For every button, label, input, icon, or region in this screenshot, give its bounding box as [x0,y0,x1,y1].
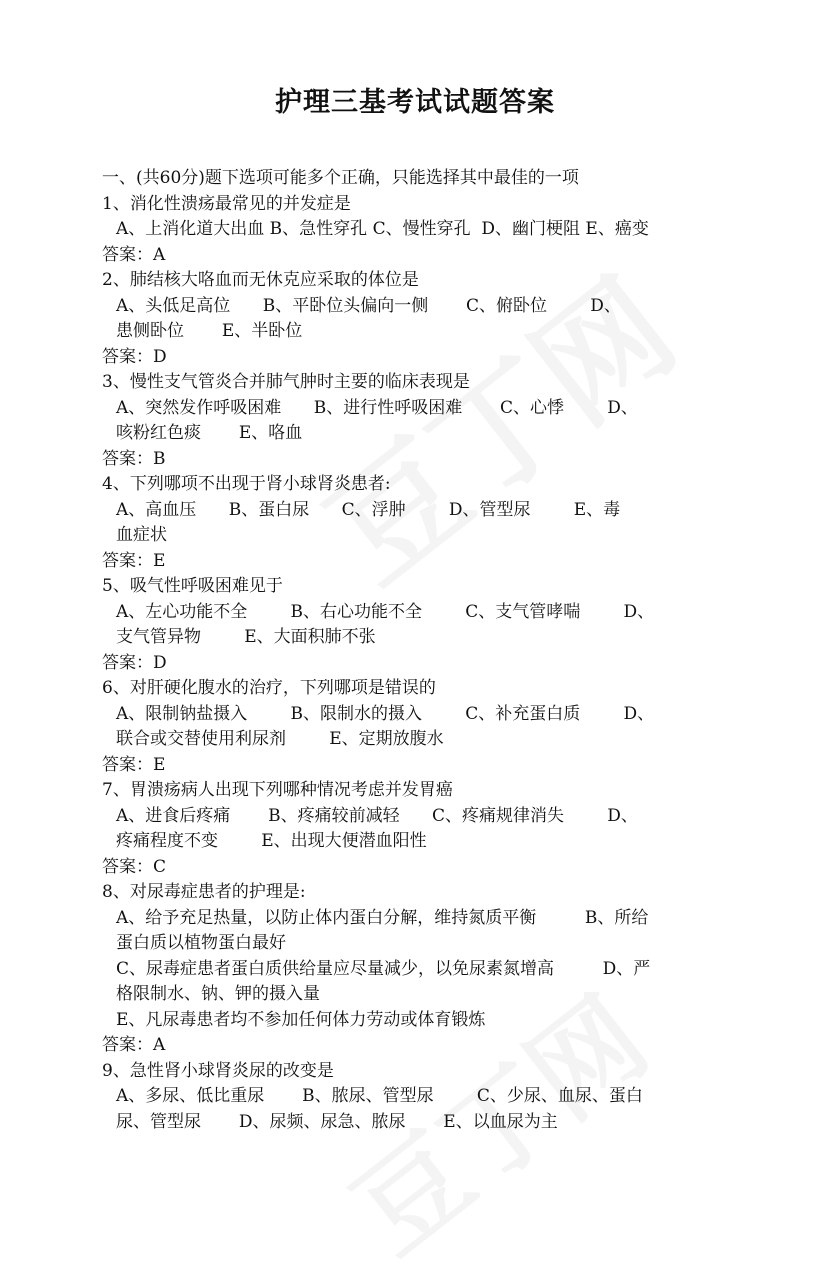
question-stem: 4、下列哪项不出现于肾小球肾炎患者: [102,474,391,494]
option-line: A、给予充足热量，以防止体内蛋白分解，维持氮质平衡 B、所给 [116,907,649,928]
option-line: A、左心功能不全 B、右心功能不全 C、支气管哮喘 D、 [116,601,655,622]
question-stem: 6、对肝硬化腹水的治疗，下列哪项是错误的 [102,678,436,698]
question-stem: 7、胃溃疡病人出现下列哪种情况考虑并发胃癌 [102,780,453,800]
answer-line: 答案：A [102,1035,166,1055]
answer-line: 答案：D [102,346,167,367]
question-stem: 9、急性肾小球肾炎尿的改变是 [102,1060,334,1081]
option-line: A、头低足高位 B、平卧位头偏向一侧 C、俯卧位 D、 [116,295,621,316]
answer-line: 答案：C [102,856,167,877]
question-stem: 2、肺结核大咯血而无休克应采取的体位是 [102,270,419,290]
question-list [102,192,742,1136]
option-line: 蛋白质以植物蛋白最好 [116,933,286,953]
option-line: A、多尿、低比重尿 B、脓尿、管型尿 C、少尿、血尿、蛋白 [116,1086,643,1106]
question-stem: 3、慢性支气管炎合并肺气肿时主要的临床表现是 [102,372,470,392]
option-line: A、进食后疼痛 B、疼痛较前减轻 C、疼痛规律消失 D、 [116,805,638,826]
option-line: 血症状 [116,525,167,545]
answer-line: 答案：B [102,448,166,469]
answer-line: 答案：A [102,244,166,265]
option-line: E、凡尿毒患者均不参加任何体力劳动或体育锻炼 [116,1009,486,1030]
option-line: 咳粉红色痰 E、咯血 [116,423,303,443]
option-line: 格限制水、钠、钾的摄入量 [116,984,320,1004]
answer-line: 答案：E [102,754,166,775]
option-line: A、突然发作呼吸困难 B、进行性呼吸困难 C、心悸 D、 [116,397,638,418]
section-heading: 一、(共60分)题下选项可能多个正确，只能选择其中最佳的一项 [102,168,579,188]
option-line: 支气管异物 E、大面积肺不张 [116,627,376,647]
answer-line: 答案：E [102,550,166,571]
option-line: 疼痛程度不变 E、出现大便潜血阳性 [116,831,427,851]
option-line: C、尿毒症患者蛋白质供给量应尽量减少，以免尿素氮增高 D、严 [116,958,651,979]
option-line: 患侧卧位 E、半卧位 [116,321,303,341]
answer-line: 答案：D [102,652,167,673]
option-line: A、上消化道大出血 B、急性穿孔 C、慢性穿孔 D、幽门梗阻 E、癌变 [116,219,649,239]
option-line: A、限制钠盐摄入 B、限制水的摄入 C、补充蛋白质 D、 [116,703,655,724]
page-title: 护理三基考试试题答案 [275,87,555,118]
question-stem: 8、对尿毒症患者的护理是: [102,882,306,902]
question-stem: 5、吸气性呼吸困难见于 [102,576,283,596]
option-line: 尿、管型尿 D、尿频、尿急、脓尿 E、以血尿为主 [116,1111,558,1132]
document-body [102,166,742,1135]
question-stem: 1、消化性溃疡最常见的并发症是 [102,193,351,214]
option-line: 联合或交替使用利尿剂 E、定期放腹水 [116,729,444,749]
option-line: A、高血压 B、蛋白尿 C、浮肿 D、管型尿 E、毒 [116,499,621,520]
